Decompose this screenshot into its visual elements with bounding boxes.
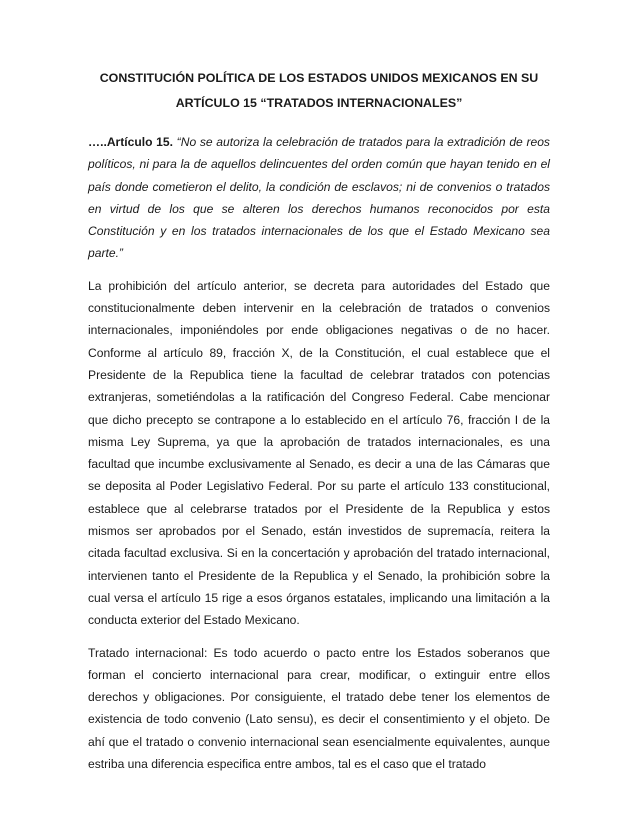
document-page <box>88 66 550 775</box>
document-title <box>88 66 550 116</box>
article-quote: “No se autoriza la celebración de tratados para la extradición de reos políticos, ni para la de aquellos delincuentes del orden común que hayan tenido en el país donde cometieron el delito, la condición de esclavos; ni de convenios o tratados en virtud de los que se alteren los derechos humanos reconocidos por esta Constitución y en los tratados internacionales de los que el Estado Mexicano sea parte.” <box>88 135 550 261</box>
prohibition-paragraph: La prohibición del artículo anterior, se decreta para autoridades del Estado que constitucionalmente deben intervenir en la celebración de tratados o convenios internacionales, imponiéndoles por ende obligaciones negativas o de no hacer. Conforme al artículo 89, fracción X, de la Constitución, el cual establece que el Presidente de la Republica tiene la facultad de celebrar tratados con potencias extranjeras, sometiéndolas a la ratificación del Congreso Federal. Cabe mencionar que dicho precepto se contrapone a lo establecido en el artículo 76, fracción I de la misma Ley Suprema, ya que la aprobación de tratados internacionales, es una facultad que incumbe exclusivamente al Senado, es decir a una de las Cámaras que se deposita al Poder Legislativo Federal. Por su parte el artículo 133 constitucional, establece que al celebrarse tratados por el Presidente de la Republica y estos mismos ser aprobados por el Senado, están investidos de supremacía, reitera la citada facultad exclusiva. Si en la concertación y aprobación del tratado internacional, intervienen tanto el Presidente de la Republica y el Senado, la prohibición sobre la cual versa el artículo 15 rige a esos órganos estatales, implicando una limitación a la conducta exterior del Estado Mexicano. <box>88 278 550 628</box>
title-line-2: ARTÍCULO 15 “TRATADOS INTERNACIONALES” <box>175 96 463 110</box>
article-lead: …..Artículo 15. <box>88 135 173 149</box>
article-quote-paragraph <box>88 131 550 265</box>
title-line-1: CONSTITUCIÓN POLÍTICA DE LOS ESTADOS UNIDOS MEXICANOS EN SU <box>99 71 539 85</box>
treaty-definition-paragraph: Tratado internacional: Es todo acuerdo o pacto entre los Estados soberanos que forman el concierto internacional para crear, modificar, o extinguir entre ellos derechos y obligaciones. Por consiguiente, el tratado debe tener los elementos de existencia de todo convenio (Lato sensu), es decir el consentimiento y el objeto. De ahí que el tratado o convenio internacional sean esencialmente equivalentes, aunque estriba una diferencia especifica entre ambos, tal es el caso que el tratado <box>88 645 550 772</box>
